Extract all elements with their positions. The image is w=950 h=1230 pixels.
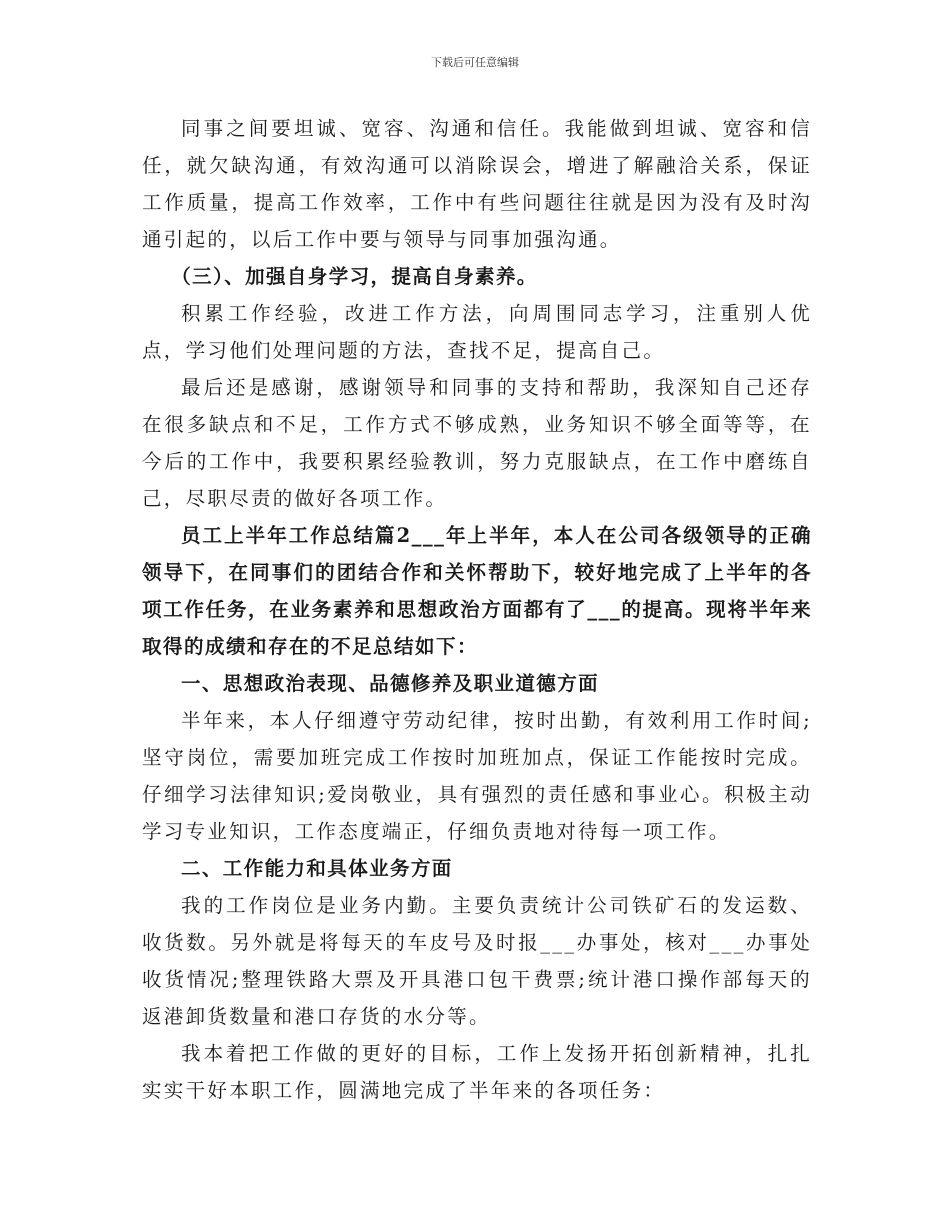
paragraph-experience: 积累工作经验，改进工作方法，向周围同志学习，注重别人优点，学习他们处理问题的方法，查找不足，提高自己。 — [142, 302, 812, 362]
section-heading-political: 一、思想政治表现、品德修养及职业道德方面 — [181, 672, 600, 695]
section-heading-work-ability: 二、工作能力和具体业务方面 — [181, 857, 453, 880]
document-body — [142, 110, 812, 1109]
paragraph-goals: 我本着把工作做的更好的目标，工作上发扬开拓创新精神，扎扎实实干好本职工作，圆满地完成了半年来的各项任务： — [142, 1042, 812, 1102]
paragraph-thanks: 最后还是感谢，感谢领导和同事的支持和帮助，我深知自己还存在很多缺点和不足，工作方式不够成熟，业务知识不够全面等等，在今后的工作中，我要积累经验教训，努力克服缺点，在工作中磨练自己，尽职尽责的做好各项工作。 — [142, 376, 812, 510]
paragraph-discipline: 半年来，本人仔细遵守劳动纪律，按时出勤，有效利用工作时间;坚守岗位，需要加班完成工作按时加班加点，保证工作能按时完成。仔细学习法律知识;爱岗敬业，具有强烈的责任感和事业心。积极主动学习专业知识，工作态度端正，仔细负责地对待每一项工作。 — [142, 709, 812, 843]
paragraph-job-duties: 我的工作岗位是业务内勤。主要负责统计公司铁矿石的发运数、收货数。另外就是将每天的车皮号及时报___办事处，核对___办事处收货情况;整理铁路大票及开具港口包干费票;统计港口操作部每天的返港卸货数量和港口存货的水分等。 — [142, 894, 812, 1028]
page-header-note: 下载后可任意编辑 — [431, 56, 519, 69]
paragraph-summary-intro: 员工上半年工作总结篇2___年上半年，本人在公司各级领导的正确领导下，在同事们的团结合作和关怀帮助下，较好地完成了上半年的各项工作任务，在业务素养和思想政治方面都有了___的提高。现将半年来取得的成绩和存在的不足总结如下： — [142, 524, 812, 658]
paragraph-communication: 同事之间要坦诚、宽容、沟通和信任。我能做到坦诚、宽容和信任，就欠缺沟通，有效沟通可以消除误会，增进了解融洽关系，保证工作质量，提高工作效率，工作中有些问题往往就是因为没有及时沟通引起的，以后工作中要与领导与同事加强沟通。 — [142, 117, 812, 251]
section-heading-self-study: （三）、加强自身学习，提高自身素养。 — [171, 265, 538, 288]
